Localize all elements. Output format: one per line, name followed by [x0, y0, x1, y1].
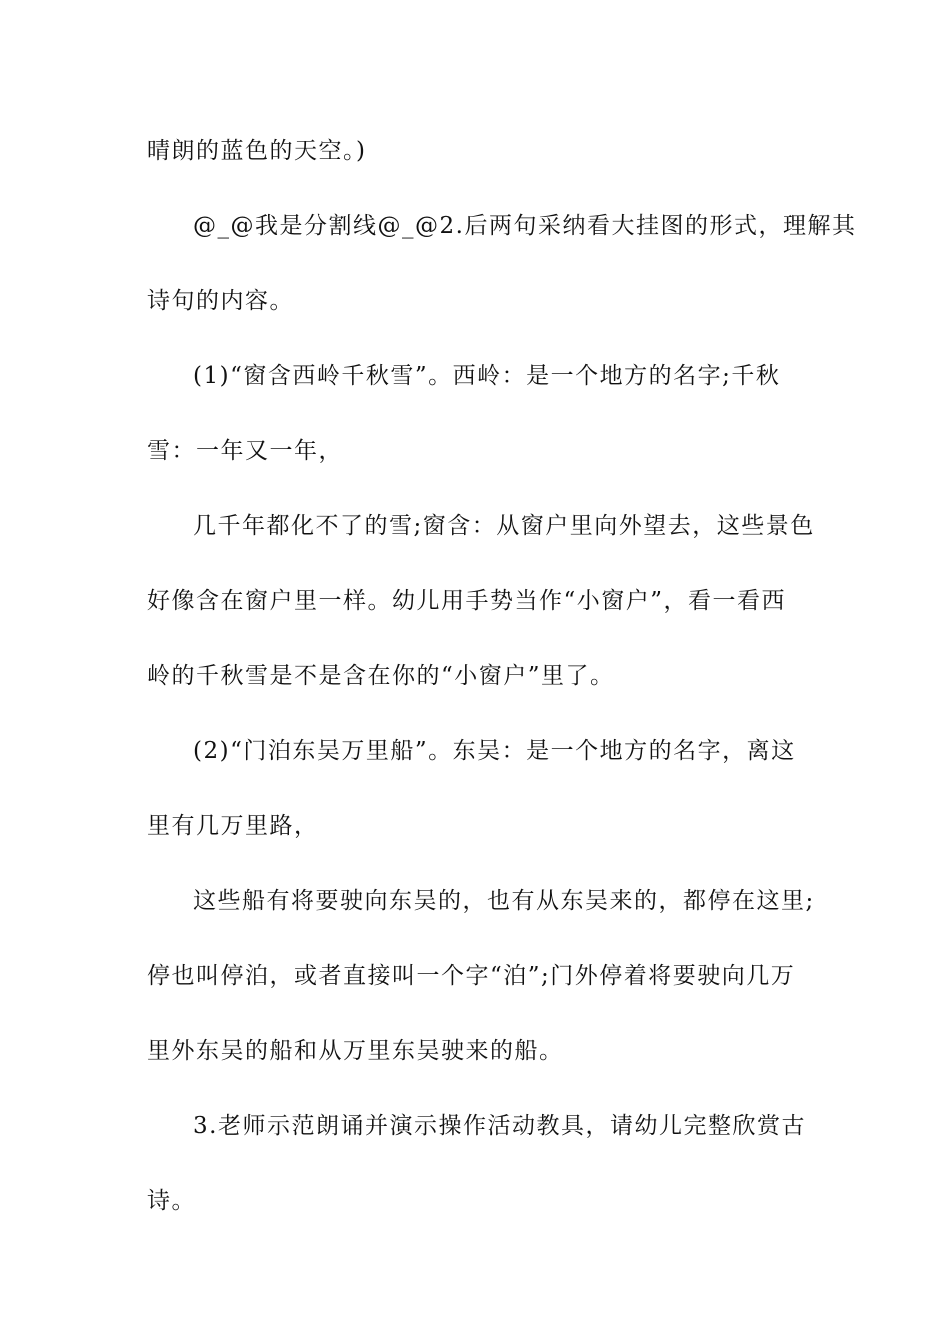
- text-line: 停也叫停泊，或者直接叫一个字“泊”;门外停着将要驶向几万: [147, 963, 796, 989]
- text-line: 里有几万里路，: [147, 813, 319, 839]
- text-line: 里外东吴的船和从万里东吴驶来的船。: [147, 1038, 564, 1064]
- text-line: 雪：一年又一年，: [147, 438, 343, 464]
- text-line: 岭的千秋雪是不是含在你的“小窗户”里了。: [147, 663, 615, 689]
- text-line: @_@我是分割线@_@2.后两句采纳看大挂图的形式，理解其: [193, 213, 857, 239]
- text-line: 晴朗的蓝色的天空。): [147, 138, 367, 164]
- text-line: 几千年都化不了的雪;窗含：从窗户里向外望去，这些景色: [193, 513, 815, 539]
- text-line: (1)“窗含西岭千秋雪”。西岭：是一个地方的名字;千秋: [193, 363, 781, 389]
- text-line: (2)“门泊东吴万里船”。东吴：是一个地方的名字，离这: [193, 738, 796, 764]
- text-line: 这些船有将要驶向东吴的，也有从东吴来的，都停在这里;: [193, 888, 815, 914]
- text-line: 好像含在窗户里一样。幼儿用手势当作“小窗户”，看一看西: [147, 588, 787, 614]
- text-line: 诗。: [147, 1188, 196, 1214]
- text-line: 诗句的内容。: [147, 288, 294, 314]
- text-line: 3.老师示范朗诵并演示操作活动教具，请幼儿完整欣赏古: [193, 1113, 806, 1139]
